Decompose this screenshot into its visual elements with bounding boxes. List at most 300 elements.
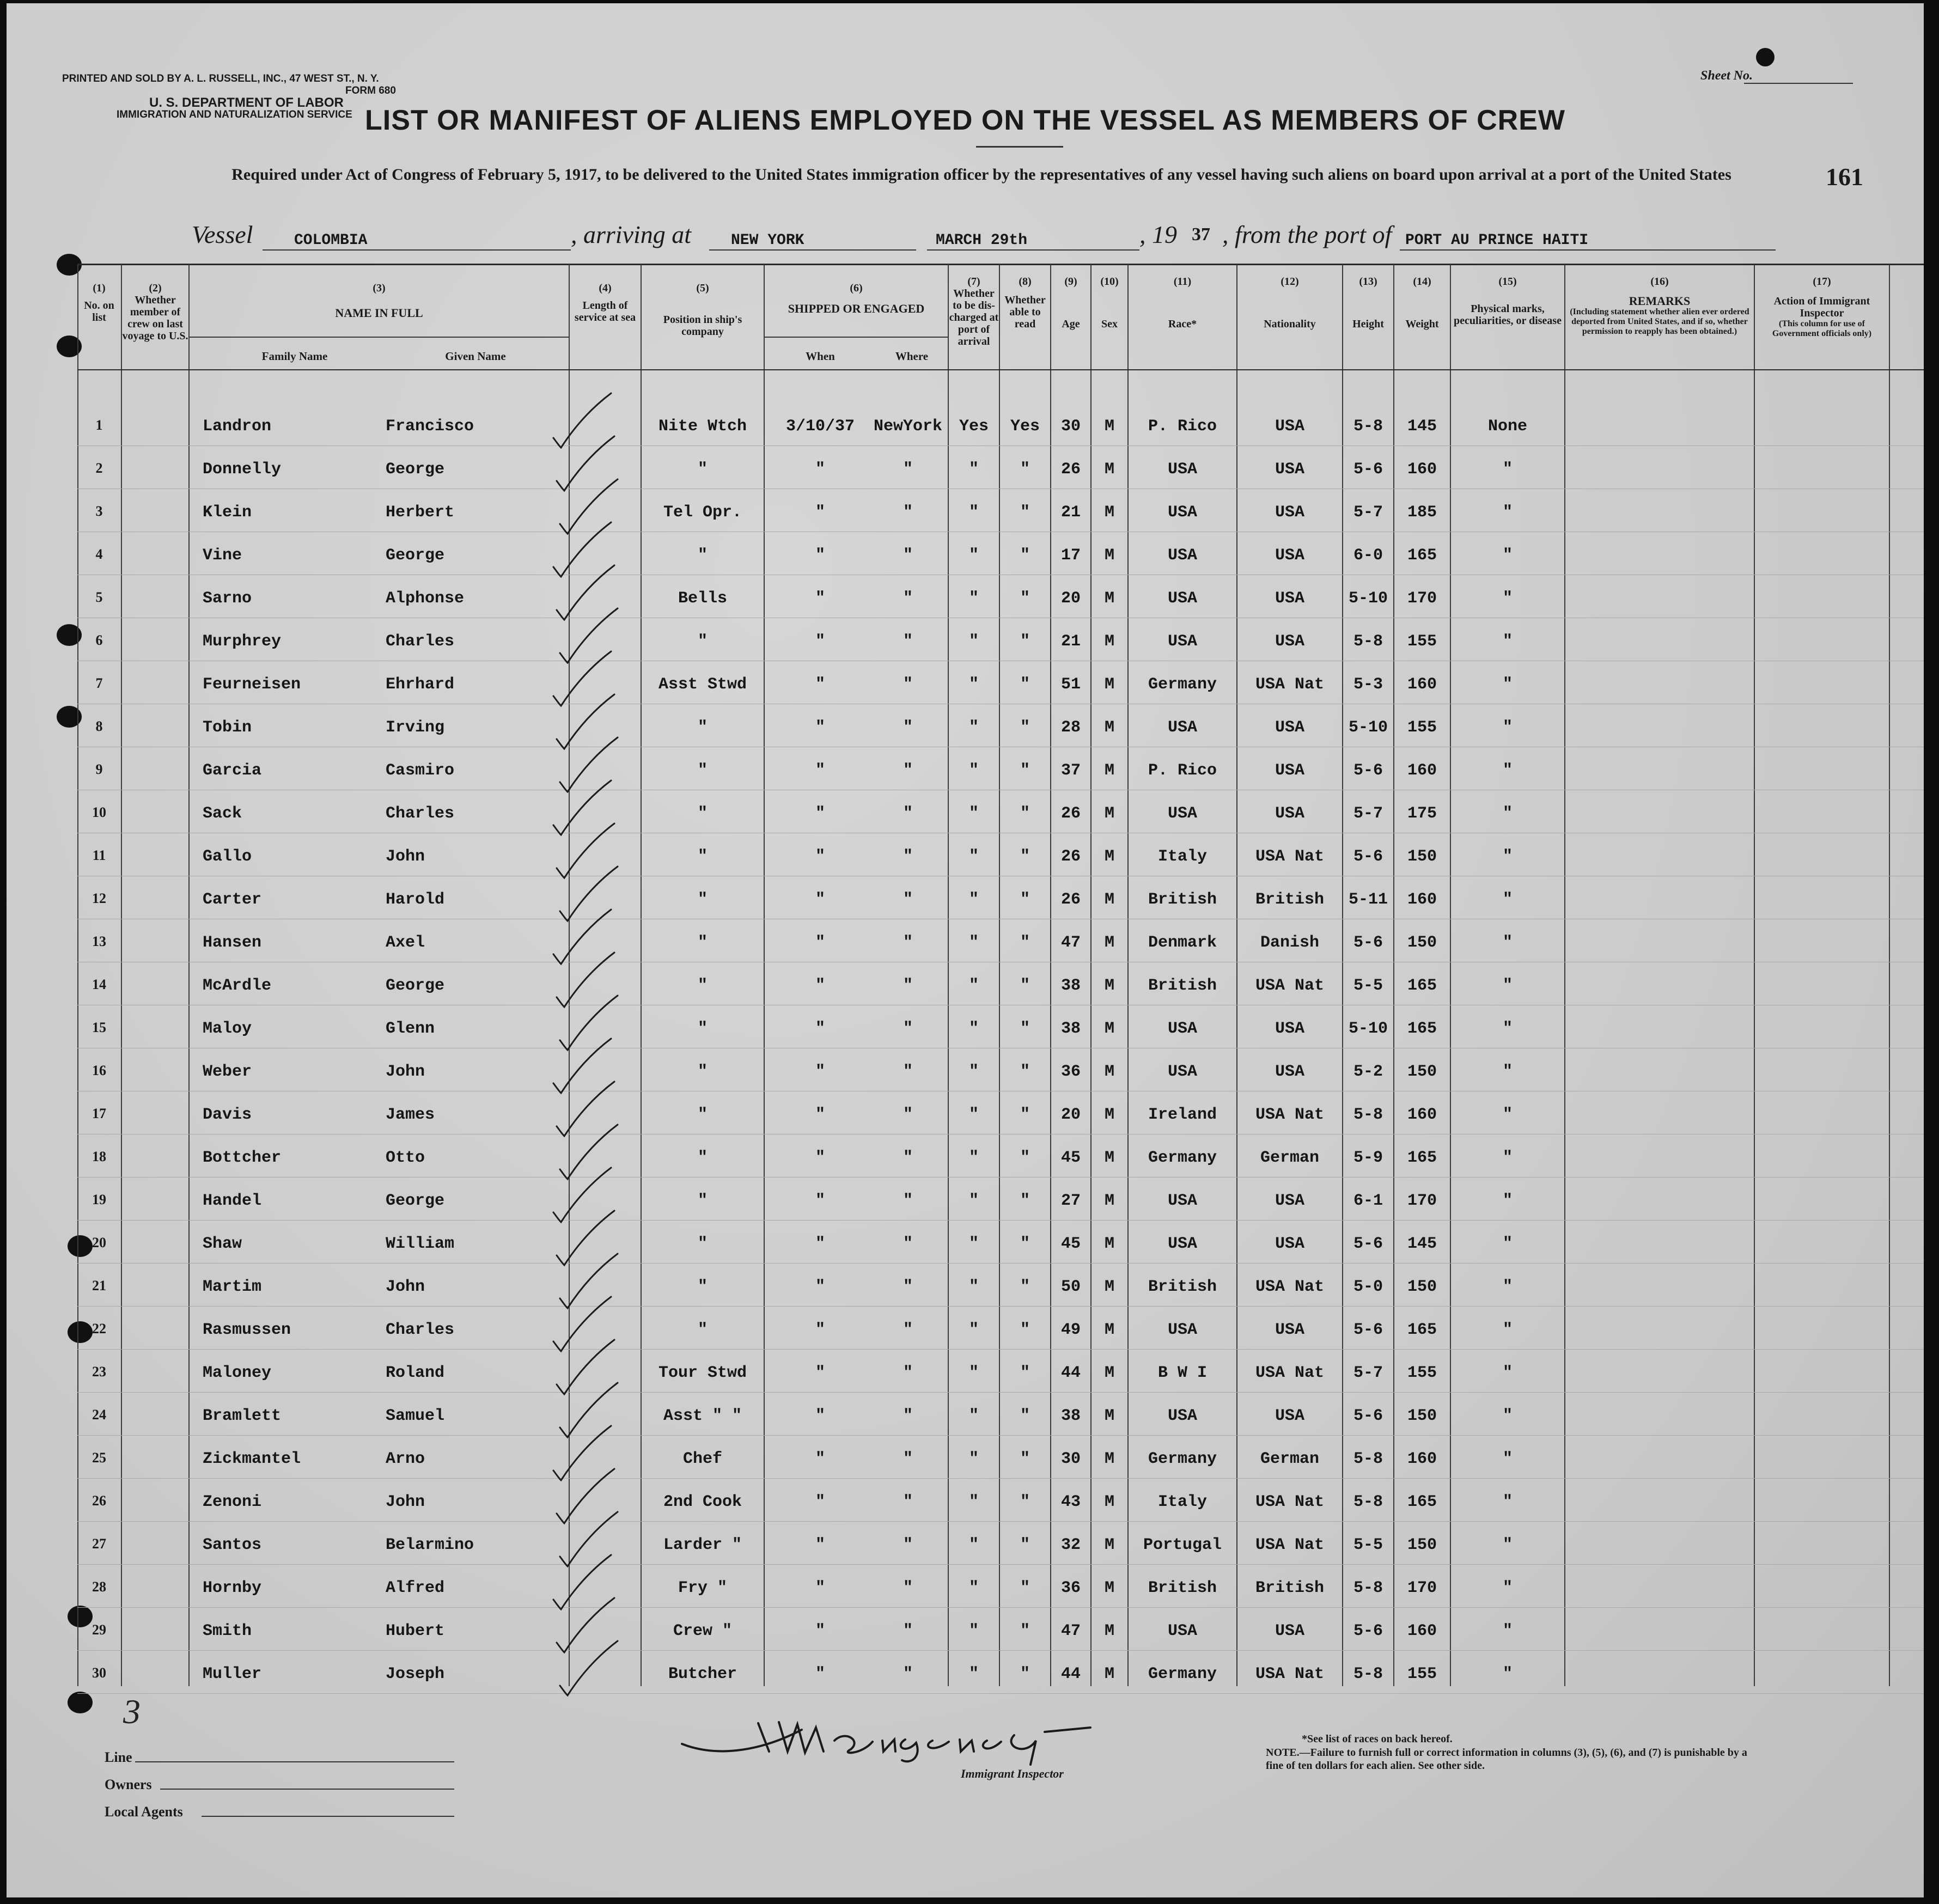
cell-given: Irving [386, 718, 445, 737]
cell-no: 30 [92, 1665, 106, 1681]
cell-position: " [697, 933, 708, 952]
cell-position: " [697, 1063, 708, 1081]
local-agents-label: Local Agents [105, 1804, 183, 1820]
cell-family: Davis [203, 1106, 252, 1124]
manifest-sheet [7, 3, 1924, 1897]
cell-when: " [815, 1364, 825, 1382]
cell-age: 47 [1060, 933, 1081, 952]
vessel-label: Vessel [192, 221, 253, 248]
col-7-header: (7) Whether to be dis-charged at port of arrival [949, 276, 999, 347]
cell-weight: 160 [1407, 675, 1437, 694]
cell-marks: " [1502, 977, 1513, 995]
cell-weight: 145 [1407, 1235, 1437, 1253]
cell-discharged: " [968, 1020, 979, 1038]
row-rule [77, 1693, 1924, 1694]
cell-race: USA [1167, 632, 1197, 651]
cell-marks: " [1502, 589, 1513, 608]
cell-no: 20 [92, 1235, 106, 1250]
cell-age: 47 [1060, 1622, 1081, 1640]
check-mark-icon [558, 1639, 623, 1699]
cell-weight: 155 [1407, 718, 1437, 737]
cell-given: Casmiro [386, 761, 455, 780]
cell-where: " [903, 1149, 913, 1167]
cell-position: Tel Opr. [663, 503, 742, 522]
cell-nationality: USA [1275, 718, 1304, 737]
vessel-value: COLOMBIA [294, 232, 368, 249]
cell-height: 5-8 [1353, 1106, 1383, 1124]
cell-sex: M [1104, 1364, 1114, 1382]
cell-read: " [1020, 761, 1030, 780]
cell-age: 26 [1060, 847, 1081, 866]
year-label: , 19 [1139, 221, 1177, 248]
cell-no: 1 [95, 417, 103, 433]
cell-where: " [903, 847, 913, 866]
when-header: When [806, 350, 835, 363]
cell-no: 5 [95, 589, 103, 605]
col-15-header: (15) Physical marks, peculiarities, or disease [1454, 276, 1562, 327]
cell-given: George [386, 977, 445, 995]
cell-discharged: " [968, 503, 979, 522]
cell-weight: 160 [1407, 1622, 1437, 1640]
cell-race: British [1148, 1579, 1217, 1597]
cell-given: Glenn [386, 1020, 435, 1038]
cell-sex: M [1104, 589, 1114, 608]
sheet-no-line [1744, 83, 1853, 84]
cell-age: 49 [1060, 1321, 1081, 1339]
row-rule [77, 1564, 1924, 1565]
line-label: Line [105, 1749, 132, 1765]
cell-marks: None [1487, 417, 1527, 436]
line-field [135, 1761, 454, 1762]
row-rule [77, 1478, 1924, 1479]
cell-discharged: " [968, 1149, 979, 1167]
cell-no: 9 [95, 761, 103, 777]
cell-nationality: USA [1275, 546, 1304, 565]
cell-race: British [1148, 977, 1217, 995]
cell-read: " [1020, 1493, 1030, 1511]
cell-sex: M [1104, 977, 1114, 995]
cell-age: 20 [1060, 1106, 1081, 1124]
fine-note: NOTE.—Failure to furnish full or correct information in columns (3), (5), (6), and (7) is punishable by a fine of ten dollars for each alien. See other side. [1266, 1747, 1747, 1772]
cell-weight: 170 [1407, 1192, 1437, 1210]
cell-sex: M [1104, 847, 1114, 866]
cell-nationality: USA Nat [1255, 1364, 1325, 1382]
cell-sex: M [1104, 1536, 1114, 1554]
cell-marks: " [1502, 1106, 1513, 1124]
cell-weight: 150 [1407, 1278, 1437, 1296]
cell-position: Larder " [663, 1536, 742, 1554]
cell-when: " [815, 1450, 825, 1468]
vessel-line [263, 249, 571, 251]
row-rule [77, 1306, 1924, 1307]
cell-where: NewYork [873, 417, 943, 436]
cell-when: " [815, 718, 825, 737]
cell-read: " [1020, 1235, 1030, 1253]
cell-position: " [697, 632, 708, 651]
cell-read: " [1020, 804, 1030, 823]
cell-discharged: " [968, 1493, 979, 1511]
cell-given: James [386, 1106, 435, 1124]
cell-marks: " [1502, 1665, 1513, 1683]
cell-read: " [1020, 1407, 1030, 1425]
cell-position: Butcher [668, 1665, 737, 1683]
cell-age: 45 [1060, 1149, 1081, 1167]
cell-discharged: " [968, 1063, 979, 1081]
cell-height: 5-8 [1353, 632, 1383, 651]
cell-where: " [903, 1622, 913, 1640]
cell-race: USA [1167, 589, 1197, 608]
form-number: FORM 680 [345, 85, 396, 96]
cell-where: " [903, 546, 913, 565]
cell-no: 3 [95, 503, 103, 519]
cell-discharged: " [968, 460, 979, 479]
cell-given: George [386, 546, 445, 565]
cell-where: " [903, 1278, 913, 1296]
column-divider [121, 265, 122, 1686]
cell-marks: " [1502, 632, 1513, 651]
col-1-header: (1) No. on list [84, 282, 114, 324]
cell-height: 5-8 [1353, 1579, 1383, 1597]
cell-weight: 160 [1407, 1450, 1437, 1468]
cell-marks: " [1502, 1493, 1513, 1511]
cell-height: 5-8 [1353, 1665, 1383, 1683]
cell-height: 5-6 [1353, 1321, 1383, 1339]
cell-where: " [903, 1579, 913, 1597]
binder-hole [68, 1692, 93, 1713]
cell-read: " [1020, 546, 1030, 565]
cell-nationality: USA [1275, 1063, 1304, 1081]
cell-nationality: USA Nat [1255, 1493, 1325, 1511]
cell-marks: " [1502, 1149, 1513, 1167]
col-3-header: (3) NAME IN FULL [335, 282, 423, 320]
cell-age: 28 [1060, 718, 1081, 737]
cell-position: " [697, 1106, 708, 1124]
arriving-value: NEW YORK [731, 232, 804, 249]
cell-where: " [903, 503, 913, 522]
cell-discharged: " [968, 804, 979, 823]
cell-height: 5-3 [1353, 675, 1383, 694]
cell-where: " [903, 1063, 913, 1081]
cell-where: " [903, 1407, 913, 1425]
cell-when: " [815, 1536, 825, 1554]
cell-position: Bells [678, 589, 727, 608]
cell-height: 5-10 [1348, 718, 1388, 737]
cell-sex: M [1104, 1063, 1114, 1081]
cell-nationality: Danish [1260, 933, 1320, 952]
cell-given: Harold [386, 890, 445, 909]
cell-sex: M [1104, 1450, 1114, 1468]
cell-race: Italy [1157, 847, 1207, 866]
cell-given: Alfred [386, 1579, 445, 1597]
cell-discharged: " [968, 890, 979, 909]
cell-where: " [903, 1020, 913, 1038]
cell-position: " [697, 890, 708, 909]
cell-no: 24 [92, 1407, 106, 1423]
cell-family: Murphrey [203, 632, 282, 651]
col-2-header: (2) Whether member of crew on last voyage to U.S. [122, 282, 188, 342]
cell-nationality: USA Nat [1255, 1106, 1325, 1124]
cell-height: 5-7 [1353, 804, 1383, 823]
cell-when: " [815, 1622, 825, 1640]
cell-given: George [386, 460, 445, 479]
cell-family: Gallo [203, 847, 252, 866]
cell-race: Portugal [1143, 1536, 1222, 1554]
cell-sex: M [1104, 1579, 1114, 1597]
cell-height: 5-8 [1353, 1450, 1383, 1468]
cell-read: " [1020, 589, 1030, 608]
cell-sex: M [1104, 1149, 1114, 1167]
cell-when: " [815, 761, 825, 780]
cell-height: 6-1 [1353, 1192, 1383, 1210]
cell-nationality: German [1260, 1149, 1320, 1167]
cell-race: USA [1167, 1235, 1197, 1253]
cell-race: B W I [1157, 1364, 1207, 1382]
cell-position: " [697, 977, 708, 995]
cell-nationality: British [1255, 1579, 1325, 1597]
cell-discharged: " [968, 632, 979, 651]
cell-age: 38 [1060, 977, 1081, 995]
cell-position: " [697, 1149, 708, 1167]
cell-given: Samuel [386, 1407, 445, 1425]
cell-family: Shaw [203, 1235, 242, 1253]
cell-given: John [386, 847, 425, 866]
cell-where: " [903, 933, 913, 952]
cell-height: 5-7 [1353, 503, 1383, 522]
cell-race: P. Rico [1148, 761, 1217, 780]
cell-age: 17 [1060, 546, 1081, 565]
cell-where: " [903, 1536, 913, 1554]
cell-family: Sack [203, 804, 242, 823]
cell-no: 26 [92, 1493, 106, 1509]
cell-race: Germany [1148, 1450, 1217, 1468]
cell-no: 11 [92, 847, 106, 863]
cell-read: " [1020, 632, 1030, 651]
cell-where: " [903, 1106, 913, 1124]
cell-nationality: USA [1275, 460, 1304, 479]
row-rule [77, 1607, 1924, 1608]
where-header: Where [895, 350, 929, 363]
cell-sex: M [1104, 1020, 1114, 1038]
cell-age: 21 [1060, 503, 1081, 522]
shipped-header-rule [764, 337, 948, 338]
cell-family: Tobin [203, 718, 252, 737]
cell-position: " [697, 1235, 708, 1253]
cell-when: " [815, 890, 825, 909]
cell-when: " [815, 1665, 825, 1683]
cell-family: Weber [203, 1063, 252, 1081]
cell-family: Feurneisen [203, 675, 301, 694]
cell-weight: 155 [1407, 1665, 1437, 1683]
cell-race: USA [1167, 1622, 1197, 1640]
row-rule [77, 1650, 1924, 1651]
cell-height: 5-8 [1353, 1493, 1383, 1511]
cell-position: Crew " [673, 1622, 733, 1640]
cell-height: 5-7 [1353, 1364, 1383, 1382]
cell-nationality: USA [1275, 804, 1304, 823]
cell-discharged: " [968, 1450, 979, 1468]
from-port-label: , from the port of [1222, 221, 1392, 248]
col-10-header: (10) Sex [1100, 276, 1119, 330]
cell-family: Garcia [203, 761, 262, 780]
row-rule [77, 1435, 1924, 1436]
cell-race: British [1148, 890, 1217, 909]
cell-when: " [815, 1493, 825, 1511]
cell-age: 38 [1060, 1020, 1081, 1038]
cell-no: 25 [92, 1450, 106, 1466]
column-divider [1754, 265, 1755, 1686]
cell-discharged: " [968, 718, 979, 737]
from-port-line [1400, 249, 1776, 251]
cell-no: 12 [92, 890, 106, 906]
cell-discharged: " [968, 1235, 979, 1253]
cell-marks: " [1502, 1063, 1513, 1081]
cell-height: 5-6 [1353, 761, 1383, 780]
year-value: 37 [1192, 224, 1210, 245]
cell-read: " [1020, 1149, 1030, 1167]
row-rule [77, 1349, 1924, 1350]
cell-nationality: USA [1275, 589, 1304, 608]
cell-no: 8 [95, 718, 103, 734]
cell-given: Charles [386, 1321, 455, 1339]
cell-position: " [697, 847, 708, 866]
cell-marks: " [1502, 1407, 1513, 1425]
cell-age: 51 [1060, 675, 1081, 694]
cell-nationality: USA [1275, 1020, 1304, 1038]
cell-age: 37 [1060, 761, 1081, 780]
name-header-rule [188, 337, 569, 338]
cell-weight: 150 [1407, 933, 1437, 952]
cell-weight: 170 [1407, 589, 1437, 608]
cell-race: USA [1167, 1063, 1197, 1081]
cell-marks: " [1502, 890, 1513, 909]
printer-line: PRINTED AND SOLD BY A. L. RUSSELL, INC., 47 WEST ST., N. Y. [62, 73, 379, 84]
cell-family: Zenoni [203, 1493, 262, 1511]
cell-height: 5-5 [1353, 1536, 1383, 1554]
cell-given: Herbert [386, 503, 455, 522]
cell-weight: 165 [1407, 977, 1437, 995]
cell-marks: " [1502, 675, 1513, 694]
cell-no: 10 [92, 804, 106, 820]
cell-family: Maloy [203, 1020, 252, 1038]
cell-when: " [815, 1063, 825, 1081]
cell-sex: M [1104, 804, 1114, 823]
cell-given: Charles [386, 804, 455, 823]
cell-height: 5-5 [1353, 977, 1383, 995]
table-top-rule [77, 264, 1924, 265]
cell-weight: 155 [1407, 632, 1437, 651]
cell-marks: " [1502, 1364, 1513, 1382]
cell-family: Carter [203, 890, 262, 909]
cell-nationality: USA Nat [1255, 1536, 1325, 1554]
cell-discharged: " [968, 675, 979, 694]
cell-race: USA [1167, 1321, 1197, 1339]
cell-given: George [386, 1192, 445, 1210]
cell-discharged: " [968, 1407, 979, 1425]
cell-position: Tour Stwd [658, 1364, 747, 1382]
cell-read: " [1020, 1665, 1030, 1683]
cell-no: 2 [95, 460, 103, 476]
cell-marks: " [1502, 1622, 1513, 1640]
cell-no: 7 [95, 675, 103, 691]
cell-weight: 175 [1407, 804, 1437, 823]
cell-age: 44 [1060, 1364, 1081, 1382]
cell-marks: " [1502, 460, 1513, 479]
cell-read: " [1020, 1536, 1030, 1554]
cell-given: John [386, 1493, 425, 1511]
cell-family: Rasmussen [203, 1321, 291, 1339]
col-8-header: (8) Whether able to read [1004, 276, 1046, 330]
cell-marks: " [1502, 1278, 1513, 1296]
cell-no: 28 [92, 1579, 106, 1595]
cell-nationality: German [1260, 1450, 1320, 1468]
cell-read: " [1020, 460, 1030, 479]
cell-age: 36 [1060, 1063, 1081, 1081]
cell-no: 19 [92, 1192, 106, 1207]
cell-when: " [815, 546, 825, 565]
cell-position: " [697, 1321, 708, 1339]
cell-read: " [1020, 1450, 1030, 1468]
cell-where: " [903, 1192, 913, 1210]
cell-when: 3/10/37 [785, 417, 855, 436]
cell-discharged: " [968, 847, 979, 866]
cell-sex: M [1104, 761, 1114, 780]
cell-where: " [903, 890, 913, 909]
cell-family: Smith [203, 1622, 252, 1640]
cell-where: " [903, 1450, 913, 1468]
cell-sex: M [1104, 503, 1114, 522]
cell-no: 27 [92, 1536, 106, 1552]
page-title: LIST OR MANIFEST OF ALIENS EMPLOYED ON THE VESSEL AS MEMBERS OF CREW [365, 105, 1565, 136]
row-rule [77, 1392, 1924, 1393]
col-16-header: (16) REMARKS (Including statement whether alien ever ordered deported from United States, and if so, whether permission to reapply has been obtained.) [1570, 276, 1749, 336]
cell-sex: M [1104, 1106, 1114, 1124]
cell-position: 2nd Cook [663, 1493, 742, 1511]
cell-discharged: " [968, 589, 979, 608]
owners-label: Owners [105, 1777, 152, 1792]
cell-no: 23 [92, 1364, 106, 1380]
col-12-header: (12) Nationality [1264, 276, 1316, 330]
cell-nationality: USA [1275, 1235, 1304, 1253]
cell-discharged: " [968, 977, 979, 995]
cell-weight: 160 [1407, 761, 1437, 780]
cell-sex: M [1104, 1407, 1114, 1425]
cell-when: " [815, 1149, 825, 1167]
cell-discharged: " [968, 933, 979, 952]
cell-discharged: " [968, 1622, 979, 1640]
cell-age: 26 [1060, 460, 1081, 479]
cell-race: USA [1167, 718, 1197, 737]
cell-no: 29 [92, 1622, 106, 1638]
cell-marks: " [1502, 1020, 1513, 1038]
title-rule [976, 146, 1063, 148]
cell-height: 5-6 [1353, 933, 1383, 952]
cell-marks: " [1502, 1235, 1513, 1253]
cell-age: 38 [1060, 1407, 1081, 1425]
cell-height: 5-6 [1353, 1235, 1383, 1253]
cell-race: Germany [1148, 1665, 1217, 1683]
cell-given: Otto [386, 1149, 425, 1167]
cell-when: " [815, 933, 825, 952]
sheet-no-label: Sheet No. [1700, 69, 1753, 83]
cell-where: " [903, 718, 913, 737]
cell-age: 44 [1060, 1665, 1081, 1683]
department-name: U. S. DEPARTMENT OF LABOR [149, 95, 344, 110]
cell-weight: 165 [1407, 546, 1437, 565]
cell-sex: M [1104, 933, 1114, 952]
cell-position: Chef [682, 1450, 722, 1468]
cell-marks: " [1502, 546, 1513, 565]
ink-blot [1756, 48, 1775, 66]
